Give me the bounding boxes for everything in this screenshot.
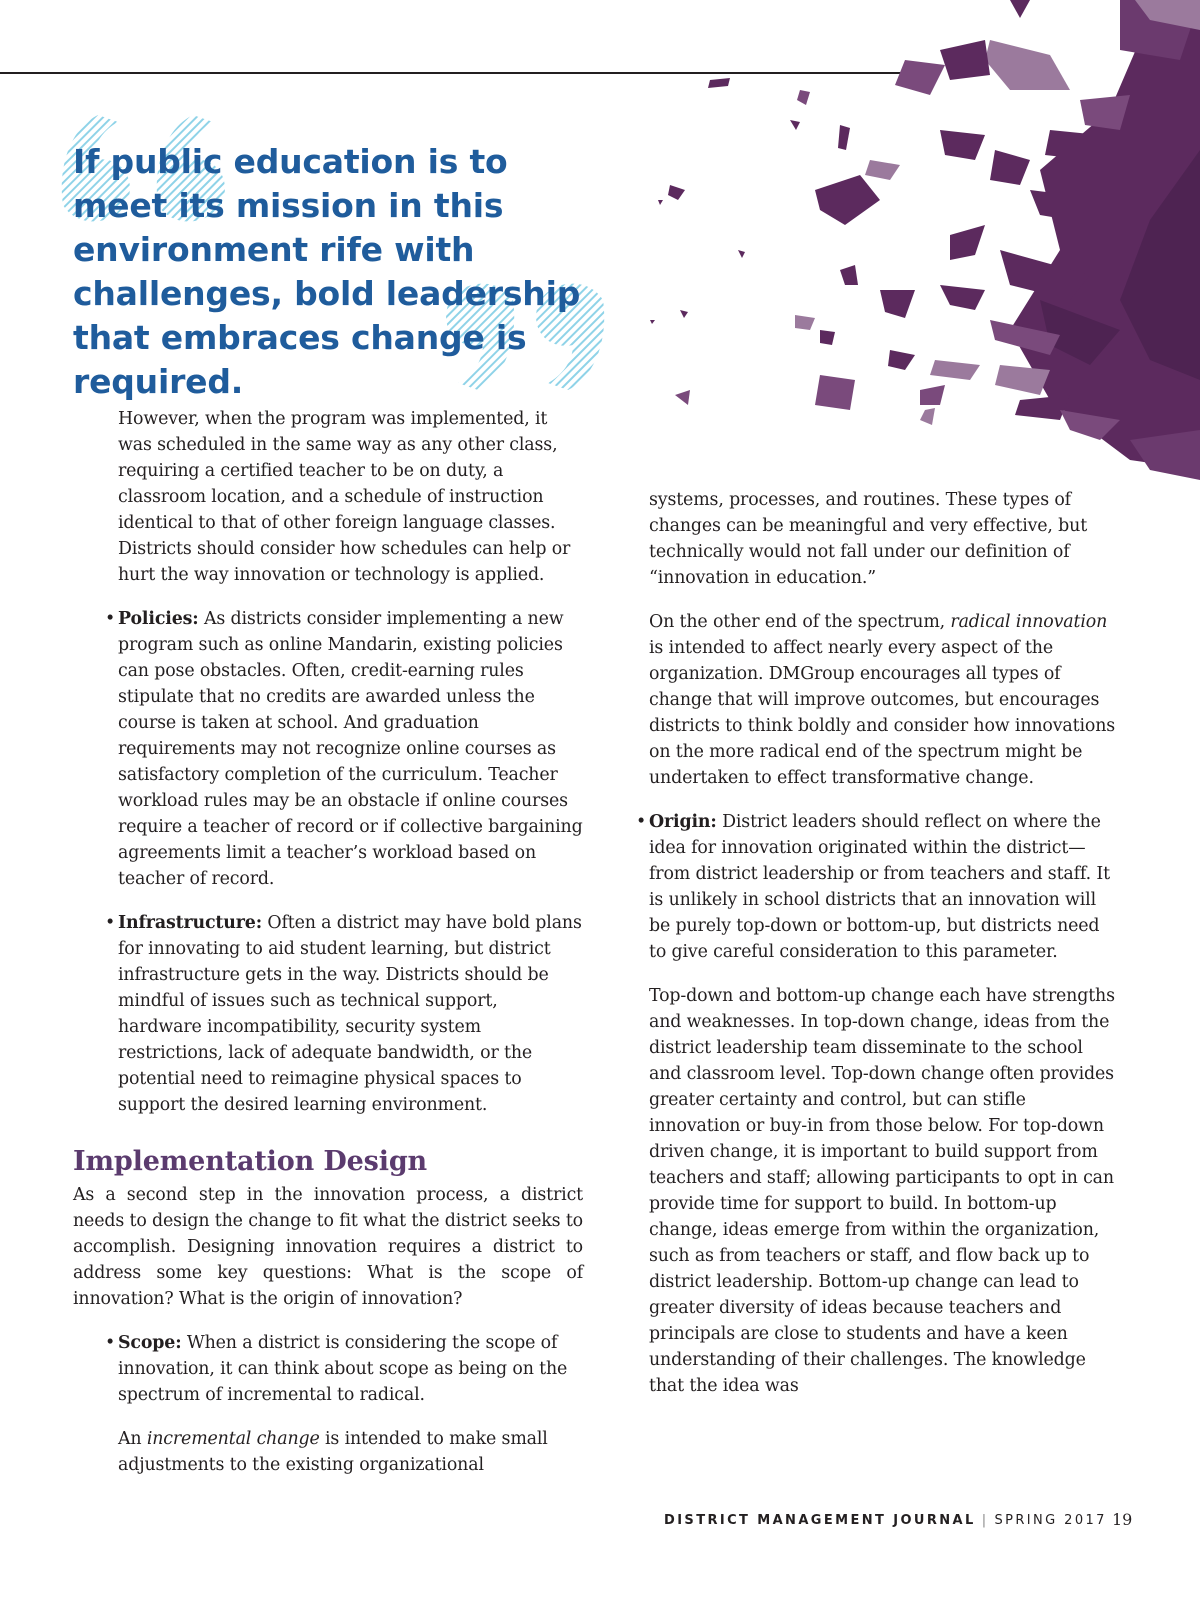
issue-date: SPRING 2017 xyxy=(994,1513,1107,1528)
right-column xyxy=(649,487,1119,1417)
radical-prefix: On the other end of the spectrum, xyxy=(649,612,951,632)
policies-term: Policies: xyxy=(118,609,199,629)
footer-separator: | xyxy=(981,1513,989,1528)
pull-quote: If public education is to meet its mission in this environment rife with challenges, bold leadership that embraces change is required. xyxy=(73,142,581,401)
scope-bullet xyxy=(73,1330,583,1408)
intro-paragraph: However, when the program was implemented, it was scheduled in the same way as any other class, requiring a certified teacher to be on duty, a classroom location, and a schedule of instruction identical to that of other foreign language classes. Districts should consider how schedules can help or hurt the way innovation or technology is applied. xyxy=(118,409,571,585)
policies-text: As districts consider implementing a new program such as online Mandarin, existing policies can pose obstacles. Often, credit-earning rules stipulate that no credits are awarded unless the course is taken at school. And graduation requirements may not recognize online courses as satisfactory completion of the curriculum. Teacher workload rules may be an obstacle if online courses require a teacher of record or if collective bargaining agreements limit a teacher’s workload based on teacher of record. xyxy=(118,609,583,889)
origin-bullet xyxy=(649,809,1119,965)
incremental-paragraph xyxy=(73,1426,583,1478)
infrastructure-bullet xyxy=(73,910,583,1118)
origin-text: District leaders should reflect on where the idea for innovation originated within the district—from district leadership or from teachers and staff. It is unlikely in school districts that an innovation will be purely top-down or bottom-up, but districts need to give careful consideration to this parameter. xyxy=(649,812,1110,962)
infrastructure-text: Often a district may have bold plans for innovating to aid student learning, but district infrastructure gets in the way. Districts should be mindful of issues such as technical support, hardware incompatibility, security system restrictions, lack of adequate bandwidth, or the potential need to reimagine physical spaces to support the desired learning environment. xyxy=(118,913,582,1115)
page-number: 19 xyxy=(1112,1510,1133,1529)
topdown-paragraph: Top-down and bottom-up change each have strengths and weaknesses. In top-down change, ideas from the district leadership team disseminate to the school and classroom level. Top-down change often provides greater certainty and control, but can stifle innovation or buy-in from those below. For top-down driven change, it is important to build support from teachers and staff; allowing participants to opt in can provide time for support to build. In bottom-up change, ideas emerge from within the organization, such as from teachers or staff, and flow back up to district leadership. Bottom-up change can lead to greater diversity of ideas because teachers and principals are close to students and have a keen understanding of their challenges. The knowledge that the idea was xyxy=(649,986,1115,1396)
radical-paragraph xyxy=(649,609,1119,791)
section-paragraph: As a second step in the innovation process, a district needs to design the change to fit what the district seeks to accomplish. Designing innovation requires a district to address some key questions: What is the scope of innovation? What is the origin of innovation? xyxy=(73,1185,583,1309)
shattered-shards-graphic xyxy=(640,0,1200,500)
origin-term: Origin: xyxy=(649,812,717,832)
incremental-term: incremental change xyxy=(146,1429,320,1449)
incremental-text: is intended to make small adjustments to the existing organizational xyxy=(118,1429,548,1475)
scope-term: Scope: xyxy=(118,1333,182,1353)
scope-text: When a district is considering the scope of innovation, it can think about scope as being on the spectrum of incremental to radical. xyxy=(118,1333,568,1405)
radical-term: radical innovation xyxy=(950,612,1108,632)
continuation-paragraph: systems, processes, and routines. These types of changes can be meaningful and very effective, but technically would not fall under our definition of “innovation in education.” xyxy=(649,490,1088,588)
radical-text: is intended to affect nearly every aspect of the organization. DMGroup encourages all types of change that will improve outcomes, but encourages districts to think boldly and consider how innovations on the more radical end of the spectrum might be undertaken to effect transformative change. xyxy=(649,638,1116,788)
footer xyxy=(664,1513,1134,1528)
policies-bullet xyxy=(73,606,583,892)
infrastructure-term: Infrastructure: xyxy=(118,913,262,933)
section-heading: Implementation Design xyxy=(73,1146,428,1177)
left-column xyxy=(73,406,583,1496)
incremental-prefix: An xyxy=(118,1429,147,1449)
journal-name: DISTRICT MANAGEMENT JOURNAL xyxy=(664,1513,976,1528)
